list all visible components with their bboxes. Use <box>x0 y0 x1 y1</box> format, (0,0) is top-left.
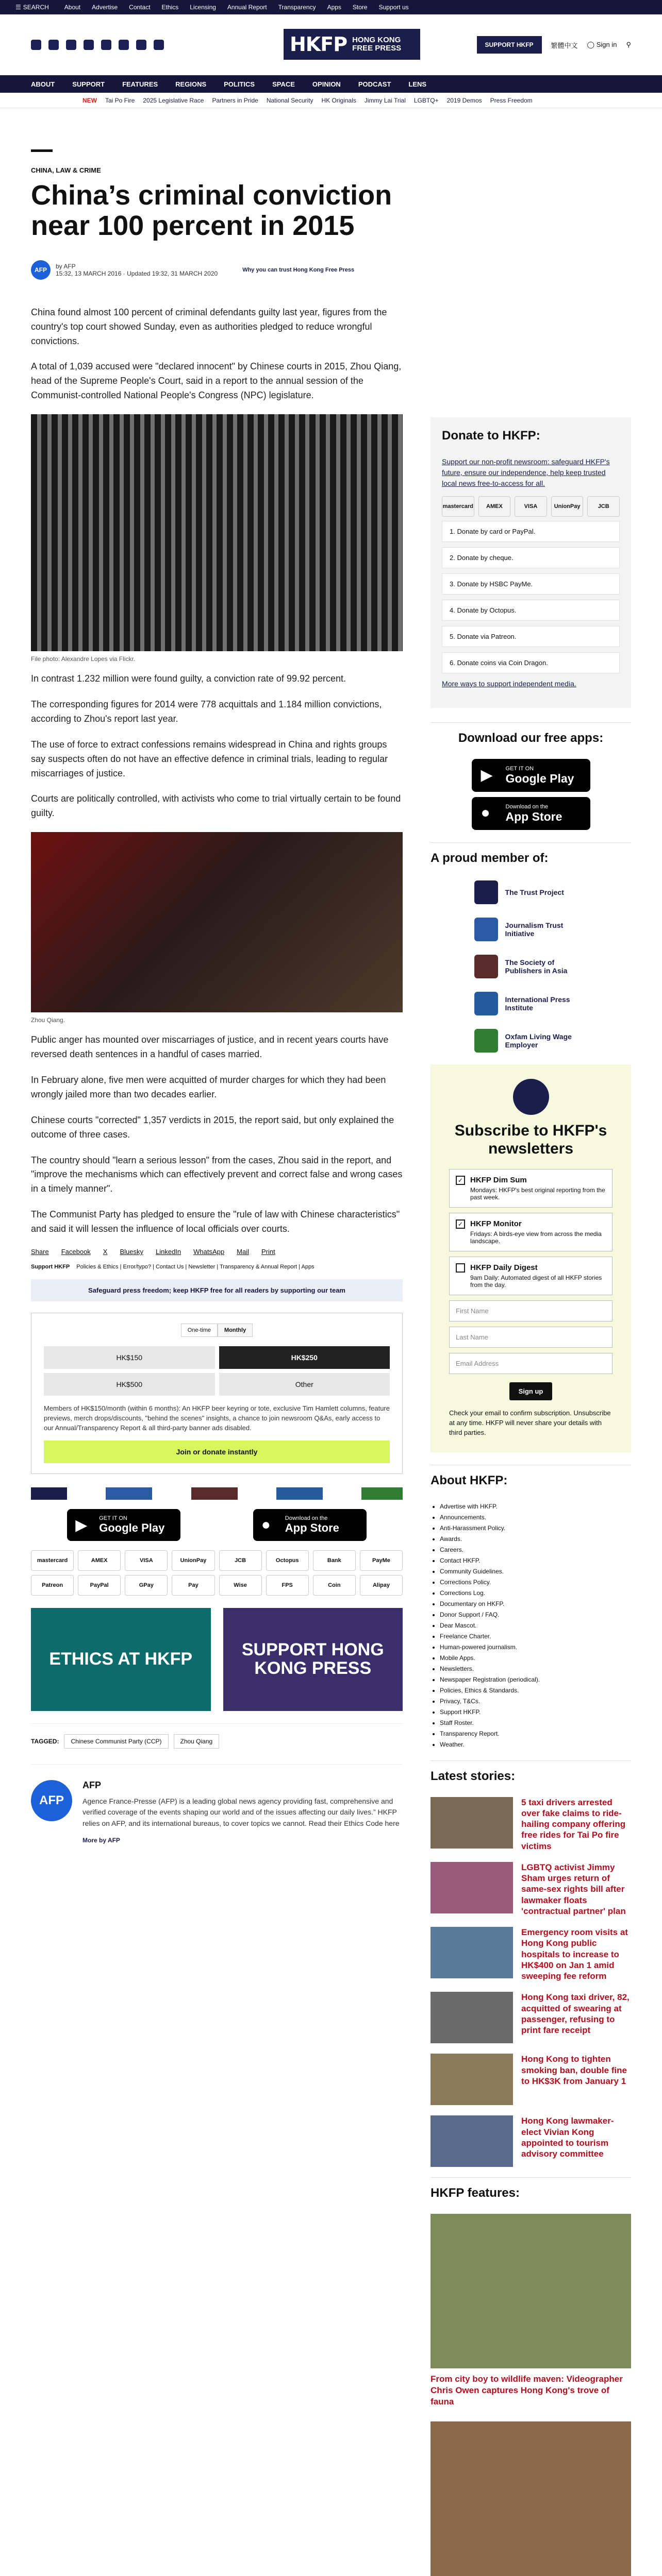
google-play-button[interactable]: ▶ GET IT ON Google Play <box>67 1509 180 1541</box>
nav-about[interactable]: ABOUT <box>31 80 55 88</box>
support-link[interactable]: Support HKFP <box>31 1264 70 1270</box>
story-thumbnail[interactable] <box>431 1862 513 1913</box>
share-linkedin[interactable]: LinkedIn <box>156 1248 181 1256</box>
apps-heading: Download our free apps: <box>431 722 631 752</box>
nav-features[interactable]: FEATURES <box>122 80 158 88</box>
share-bluesky[interactable]: Bluesky <box>120 1248 143 1256</box>
trending-link[interactable]: Press Freedom <box>490 96 533 104</box>
share-bar <box>31 1248 403 1256</box>
topbar-advertise[interactable]: Advertise <box>92 4 118 11</box>
zhou-qiang-photo <box>31 832 403 1012</box>
donate-sidebox <box>431 417 631 708</box>
share-whatsapp[interactable]: WhatsApp <box>193 1248 225 1256</box>
amount-options <box>44 1346 390 1396</box>
latest-stories <box>431 1797 631 2167</box>
trending-link[interactable]: 2019 Demos <box>446 96 482 104</box>
newsletter-footnote: Check your email to confirm subscription. Unsubscribe at any time. HKFP will never share your details with third parties. <box>449 1409 611 1436</box>
title-rule <box>31 149 53 152</box>
frequency-toggle <box>44 1324 390 1337</box>
apple-icon: ● <box>481 804 490 821</box>
sign-in-link[interactable]: ◯ Sign in <box>587 41 617 48</box>
checkbox-checked-icon[interactable]: ✓ <box>456 1219 465 1229</box>
play-store-icon: ▶ <box>75 1516 88 1534</box>
facebook-icon[interactable] <box>31 40 41 50</box>
donate-widget <box>31 1313 403 1474</box>
ipi-logo <box>276 1487 323 1500</box>
sidebar-payment-icons <box>442 496 620 517</box>
donate-option[interactable]: 1. Donate by card or PayPal. <box>442 521 620 542</box>
member-ipi[interactable]: International Press Institute <box>474 990 588 1017</box>
hkfp-badge-icon <box>513 1079 549 1115</box>
payment-jcb-icon: JCB <box>219 1550 262 1571</box>
topbar-support[interactable]: Support us <box>378 4 409 11</box>
story-thumbnail[interactable] <box>431 2054 513 2105</box>
about-link[interactable]: • Announcements. <box>440 1512 631 1523</box>
about-link[interactable]: • Privacy, T&Cs. <box>440 1696 631 1707</box>
latest-story[interactable] <box>431 1862 631 1917</box>
mail-icon[interactable] <box>136 40 146 50</box>
more-by-author-link[interactable]: More by AFP <box>82 1836 120 1844</box>
latest-story[interactable] <box>431 1797 631 1852</box>
app-store-button[interactable]: ● Download on the App Store <box>253 1509 367 1541</box>
payment-applepay-icon: Pay <box>172 1575 214 1596</box>
story-headline[interactable]: LGBTQ activist Jimmy Sham urges return of same-sex rights bill after lawmaker floats 'contractual partner' plan <box>521 1862 626 1916</box>
about-link[interactable]: • Contact HKFP. <box>440 1555 631 1566</box>
apps-link[interactable]: Apps <box>301 1264 315 1270</box>
feature-image[interactable] <box>431 2421 631 2576</box>
payment-alipay-icon: Alipay <box>360 1575 403 1596</box>
trust-project-icon <box>474 880 498 904</box>
about-link[interactable]: • Policies, Ethics & Standards. <box>440 1685 631 1696</box>
top-utility-bar <box>0 0 662 14</box>
newsletter-heading: Subscribe to HKFP's newsletters <box>454 1122 607 1157</box>
app-store-button[interactable]: ● Download on the App Store <box>472 797 590 830</box>
trust-link[interactable]: Why you can trust Hong Kong Free Press <box>242 266 355 273</box>
trending-link[interactable]: HK Originals <box>321 96 356 104</box>
paragraph: Courts are politically controlled, with activists who come to trial virtually certain to be found guilty. <box>31 793 401 819</box>
freq-monthly[interactable]: Monthly <box>218 1324 253 1337</box>
paragraph: China found almost 100 percent of criminal defendants guilty last year, figures from the country's top court showed Sunday, even as authorities pledged to reduce wrongful convictions. <box>31 307 387 346</box>
about-link[interactable]: • Human-powered journalism. <box>440 1642 631 1653</box>
byline <box>31 260 403 280</box>
tag-chip[interactable]: Zhou Qiang <box>174 1734 220 1749</box>
more-ways-link[interactable]: More ways to support independent media. <box>442 680 576 688</box>
payment-octopus-icon: Octopus <box>266 1550 309 1571</box>
story-thumbnail[interactable] <box>431 1927 513 1978</box>
payment-wise-icon: Wise <box>219 1575 262 1596</box>
latest-story[interactable] <box>431 1992 631 2043</box>
logo-mark: HKFP <box>290 33 347 56</box>
about-link[interactable]: • Mobile Apps. <box>440 1653 631 1664</box>
donate-heading: Donate to HKFP: <box>442 429 540 443</box>
donate-option[interactable]: 3. Donate by HSBC PayMe. <box>442 573 620 595</box>
latest-story[interactable] <box>431 2054 631 2105</box>
member-trust-project[interactable]: The Trust Project <box>474 879 588 906</box>
topbar-store[interactable]: Store <box>352 4 368 11</box>
feature-story[interactable] <box>431 2214 631 2408</box>
nav-support[interactable]: SUPPORT <box>72 80 105 88</box>
donate-option[interactable]: 4. Donate by Octopus. <box>442 600 620 621</box>
donate-option[interactable]: 2. Donate by cheque. <box>442 547 620 568</box>
story-headline[interactable]: Emergency room visits at Hong Kong public hospitals to increase to HK$400 on Jan 1 amid sweeping fee reform <box>521 1927 628 1981</box>
oxfam-icon <box>474 1029 498 1053</box>
email-field[interactable]: Email Address <box>449 1353 613 1374</box>
share-facebook[interactable]: Facebook <box>61 1248 91 1256</box>
trending-link[interactable]: LGBTQ+ <box>413 96 439 104</box>
policies-link[interactable]: Policies & Ethics <box>76 1264 119 1270</box>
amount-option[interactable]: HK$150 <box>44 1346 215 1369</box>
sidebar <box>431 108 631 2576</box>
trust-project-logo <box>31 1487 67 1500</box>
freq-one-time[interactable]: One-time <box>181 1324 218 1337</box>
about-link[interactable]: • Corrections Log. <box>440 1588 631 1599</box>
share-label: Share <box>31 1248 49 1256</box>
donate-option[interactable]: 6. Donate coins via Coin Dragon. <box>442 652 620 673</box>
tagged-label: TAGGED: <box>31 1737 59 1745</box>
newsletter-signup <box>431 1064 631 1452</box>
new-badge: NEW <box>82 96 97 104</box>
about-link[interactable]: • Community Guidelines. <box>440 1566 631 1577</box>
social-links <box>31 40 164 50</box>
topbar-apps[interactable]: Apps <box>327 4 341 11</box>
payment-mastercard-icon: mastercard <box>442 496 474 517</box>
about-link[interactable]: • Staff Roster. <box>440 1718 631 1728</box>
payment-mastercard-icon: mastercard <box>31 1550 74 1571</box>
last-name-field[interactable]: Last Name <box>449 1327 613 1348</box>
feature-image[interactable] <box>431 2214 631 2368</box>
search-link[interactable]: ☰ SEARCH <box>15 4 49 11</box>
paragraph: A total of 1,039 accused were "declared innocent" by Chinese courts in 2015, Zhou Qiang, head of the Supreme People's Court, said in a report to the annual session of the Communist-controlled National People's Congress (NPC) legislature. <box>31 361 402 401</box>
story-headline[interactable]: 5 taxi drivers arrested over fake claims to ride-hailing company offering free rides for Tai Po fire victims <box>521 1797 626 1851</box>
amount-option[interactable]: HK$500 <box>44 1373 215 1396</box>
jti-logo <box>106 1487 152 1500</box>
tags-row <box>31 1723 403 1749</box>
ipi-icon <box>474 992 498 1015</box>
join-donate-button[interactable]: Join or donate instantly <box>44 1440 390 1463</box>
newsletter-option[interactable]: ✓ HKFP Monitor Fridays: A birds-eye view from across the media landscape. <box>449 1213 613 1251</box>
feature-stories <box>431 2214 631 2576</box>
ethics-promo[interactable]: ETHICS AT HKFP <box>31 1608 211 1711</box>
paragraph: The country should "learn a serious lesson" from the cases, Zhou said in the report, and "improve the mechanisms which can effectively prevent and correct false and wrong cases in a timely manner". <box>31 1155 403 1194</box>
member-jti[interactable]: Journalism Trust Initiative <box>474 916 588 943</box>
about-heading: About HKFP: <box>431 1465 631 1494</box>
about-link[interactable]: • Careers. <box>440 1545 631 1555</box>
author-name[interactable]: AFP <box>82 1780 101 1790</box>
payment-gpay-icon: GPay <box>125 1575 168 1596</box>
story-thumbnail[interactable] <box>431 1797 513 1849</box>
trending-link[interactable]: Partners in Pride <box>212 96 258 104</box>
member-perks-note: Members of HK$150/month (within 6 months): An HKFP beer keyring or tote, exclusive Tim Hamlett columns, feature previews, merch drops/discounts, "behind the scenes" insights, a chance to join newsroom Q&As, early access to our Annual/Transparency Report & all third-party banner ads disabled. <box>44 1404 390 1432</box>
paragraph: In February alone, five men were acquitted of murder charges for which they had been wrongly jailed more than two decades earlier. <box>31 1075 386 1099</box>
search-icon: ☰ <box>15 4 21 11</box>
topbar-about[interactable]: About <box>64 4 81 11</box>
nav-opinion[interactable]: OPINION <box>312 80 341 88</box>
features-heading: HKFP features: <box>431 2177 631 2207</box>
payment-methods <box>31 1575 403 1596</box>
topbar-transparency[interactable]: Transparency <box>278 4 316 11</box>
about-link[interactable]: • Anti-Harassment Policy. <box>440 1523 631 1534</box>
payment-visa-icon: VISA <box>125 1550 168 1571</box>
payment-methods <box>31 1550 403 1571</box>
amount-option-other[interactable]: Other <box>219 1373 390 1396</box>
topbar-annual-report[interactable]: Annual Report <box>227 4 267 11</box>
payment-bank-icon: Bank <box>313 1550 356 1571</box>
author-bio: Agence France-Presse (AFP) is a leading global news agency providing fast, comprehensive and verified coverage of the events shaping our world and of the issues affecting our daily lives.” HKFP relies on AFP, and its international bureaus, to cover topics we cannot. Read their Ethics Code here <box>82 1797 400 1827</box>
trending-link[interactable]: 2025 Legislative Race <box>143 96 204 104</box>
safeguard-banner[interactable]: Safeguard press freedom; keep HKFP free for all readers by supporting our team <box>31 1279 403 1301</box>
newsletter-option[interactable]: HKFP Daily Digest 9am Daily: Automated digest of all HKFP stories from the day. <box>449 1257 613 1295</box>
error-link[interactable]: Error/typo? <box>123 1264 151 1270</box>
nav-podcast[interactable]: PODCAST <box>358 80 391 88</box>
latest-story[interactable] <box>431 2115 631 2167</box>
payment-patreon-icon: Patreon <box>31 1575 74 1596</box>
image-caption: File photo: Alexandre Lopes via Flickr. <box>31 655 136 663</box>
topbar-ethics[interactable]: Ethics <box>161 4 179 11</box>
main-nav <box>0 75 662 93</box>
jti-icon <box>474 918 498 941</box>
about-link[interactable]: • Newspaper Registration (periodical). <box>440 1674 631 1685</box>
payment-coin-icon: Coin <box>313 1575 356 1596</box>
paragraph: The use of force to extract confessions remains widespread in China and rights groups say suspects often do not have an effective defence in criminal trials, leading to regular miscarriages of justice. <box>31 739 388 778</box>
language-link[interactable]: 繁體中文 <box>551 41 578 49</box>
paragraph: The Communist Party has pledged to ensure the "rule of law with Chinese characteristics" and said it will lessen the influence of local officials over courts. <box>31 1209 400 1234</box>
paragraph: In contrast 1.232 million were found guilty, a conviction rate of 99.92 percent. <box>31 673 346 684</box>
contact-link[interactable]: Contact Us <box>155 1264 184 1270</box>
author-avatar[interactable]: AFP <box>31 260 51 280</box>
member-heading: A proud member of: <box>431 842 631 872</box>
member-oxfam[interactable]: Oxfam Living Wage Employer <box>474 1027 588 1054</box>
author-avatar[interactable]: AFP <box>31 1780 72 1821</box>
member-sopa[interactable]: The Society of Publishers in Asia <box>474 953 588 980</box>
payment-paypal-icon: PayPal <box>78 1575 121 1596</box>
figure-prison <box>31 414 403 663</box>
first-name-field[interactable]: First Name <box>449 1300 613 1321</box>
newsletter-option[interactable]: ✓ HKFP Dim Sum Mondays: HKFP's best original reporting from the past week. <box>449 1169 613 1208</box>
amount-option-selected[interactable]: HK$250 <box>219 1346 390 1369</box>
rss-icon[interactable] <box>154 40 164 50</box>
logo-text: HONG KONG FREE PRESS <box>352 35 402 53</box>
support-links: Support HKFP Policies & Ethics | Error/typo? | Contact Us | Newsletter | Transparency & Annual Report | Apps <box>31 1264 315 1270</box>
share-print[interactable]: Print <box>261 1248 275 1256</box>
category-kicker[interactable]: CHINA, LAW & CRIME <box>31 166 101 174</box>
story-headline[interactable]: Hong Kong lawmaker-elect Vivian Kong appointed to tourism advisory committee <box>521 2116 614 2159</box>
youtube-icon[interactable] <box>101 40 111 50</box>
about-link[interactable]: • Advertise with HKFP. <box>440 1501 631 1512</box>
about-link[interactable]: • Dear Mascot. <box>440 1620 631 1631</box>
checkbox-icon[interactable] <box>456 1263 465 1273</box>
member-badges <box>31 1487 403 1500</box>
checkbox-checked-icon[interactable]: ✓ <box>456 1176 465 1185</box>
latest-heading: Latest stories: <box>431 1760 631 1790</box>
trending-link[interactable]: Jimmy Lai Trial <box>364 96 406 104</box>
about-links <box>431 1501 631 1750</box>
story-thumbnail[interactable] <box>431 2115 513 2167</box>
payment-fps-icon: FPS <box>266 1575 309 1596</box>
oxfam-logo <box>361 1487 403 1500</box>
donate-intro-link[interactable]: Support our non-profit newsroom: safeguard HKFP's future, ensure our independence, help keep trusted local news free-to-access for all. <box>442 457 610 487</box>
about-link[interactable]: • Donor Support / FAQ. <box>440 1609 631 1620</box>
trending-nav <box>0 93 662 108</box>
sopa-icon <box>474 955 498 978</box>
site-header <box>0 14 662 75</box>
prison-bars-image <box>31 414 403 651</box>
share-x[interactable]: X <box>103 1248 108 1256</box>
author-box <box>31 1764 403 1844</box>
header-actions <box>477 36 631 54</box>
threads-icon[interactable] <box>84 40 94 50</box>
instagram-icon[interactable] <box>66 40 76 50</box>
byline-dates: 15:32, 13 MARCH 2016 · Updated 19:32, 31 MARCH 2020 <box>56 269 218 277</box>
paragraph: Public anger has mounted over miscarriages of justice, and in recent years courts have reversed death sentences in a handful of cases married. <box>31 1035 389 1060</box>
about-link[interactable]: • Freelance Charter. <box>440 1631 631 1642</box>
sopa-logo <box>191 1487 238 1500</box>
about-link[interactable]: • Newsletters. <box>440 1664 631 1674</box>
support-hkfp-button[interactable]: SUPPORT HKFP <box>477 36 542 54</box>
search-icon[interactable]: ⚲ <box>626 41 631 48</box>
nav-regions[interactable]: REGIONS <box>175 80 207 88</box>
payment-amex-icon: AMEX <box>78 1550 121 1571</box>
play-store-icon: ▶ <box>481 767 493 784</box>
google-play-button[interactable]: ▶ GET IT ON Google Play <box>472 759 590 792</box>
byline-author[interactable]: by AFP <box>56 262 76 270</box>
report-link[interactable]: Transparency & Annual Report <box>220 1264 297 1270</box>
paragraph: The corresponding figures for 2014 were 778 acquittals and 1.184 million convictions, according to Zhou's report last year. <box>31 699 382 724</box>
about-link[interactable]: • Weather. <box>440 1739 631 1750</box>
topbar-licensing[interactable]: Licensing <box>190 4 216 11</box>
article-title: China’s criminal conviction near 100 percent in 2015 <box>31 180 392 242</box>
latest-story[interactable] <box>431 1927 631 1981</box>
user-icon: ◯ <box>587 41 597 48</box>
apple-icon: ● <box>261 1516 271 1533</box>
about-link[interactable]: • Documentary on HKFP. <box>440 1599 631 1609</box>
nav-politics[interactable]: POLITICS <box>224 80 255 88</box>
payment-visa-icon: VISA <box>515 496 547 517</box>
site-logo[interactable] <box>284 29 420 60</box>
figure-zhou <box>31 832 403 1024</box>
nav-lens[interactable]: LENS <box>408 80 427 88</box>
payment-unionpay-icon: UnionPay <box>551 496 584 517</box>
story-headline[interactable]: Hong Kong taxi driver, 82, acquitted of swearing at passenger, refusing to print fare receipt <box>521 1992 630 2036</box>
trending-link[interactable]: Tai Po Fire <box>105 96 135 104</box>
x-icon[interactable] <box>48 40 59 50</box>
tag-chip[interactable]: Chinese Communist Party (CCP) <box>64 1734 168 1749</box>
about-link[interactable]: • Corrections Policy. <box>440 1577 631 1588</box>
feature-story[interactable] <box>431 2421 631 2576</box>
image-caption: Zhou Qiang. <box>31 1016 65 1024</box>
payment-payme-icon: PayMe <box>360 1550 403 1571</box>
trending-link[interactable]: National Security <box>266 96 313 104</box>
feature-headline[interactable]: From city boy to wildlife maven: Videographer Chris Owen captures Hong Kong's trove of fauna <box>431 2374 623 2407</box>
topbar-contact[interactable]: Contact <box>129 4 151 11</box>
paragraph: Chinese courts "corrected" 1,357 verdicts in 2015, the report said, but only explained the outcome of three cases. <box>31 1114 394 1140</box>
app-download-row <box>31 1509 403 1541</box>
about-link[interactable]: • Support HKFP. <box>440 1707 631 1718</box>
about-link[interactable]: • Transparency Report. <box>440 1728 631 1739</box>
newsletter-link[interactable]: Newsletter <box>188 1264 216 1270</box>
nav-space[interactable]: SPACE <box>272 80 295 88</box>
article <box>31 108 403 2576</box>
bluesky-icon[interactable] <box>119 40 129 50</box>
payment-amex-icon: AMEX <box>478 496 511 517</box>
promo-banners <box>31 1608 403 1711</box>
story-headline[interactable]: Hong Kong to tighten smoking ban, double fine to HK$3K from January 1 <box>521 2054 627 2086</box>
payment-unionpay-icon: UnionPay <box>172 1550 214 1571</box>
share-mail[interactable]: Mail <box>237 1248 249 1256</box>
about-link[interactable]: • Awards. <box>440 1534 631 1545</box>
donate-option[interactable]: 5. Donate via Patreon. <box>442 626 620 647</box>
payment-jcb-icon: JCB <box>587 496 620 517</box>
story-thumbnail[interactable] <box>431 1992 513 2043</box>
support-promo[interactable]: SUPPORT HONG KONG PRESS <box>223 1608 403 1711</box>
sign-up-button[interactable]: Sign up <box>509 1382 553 1400</box>
